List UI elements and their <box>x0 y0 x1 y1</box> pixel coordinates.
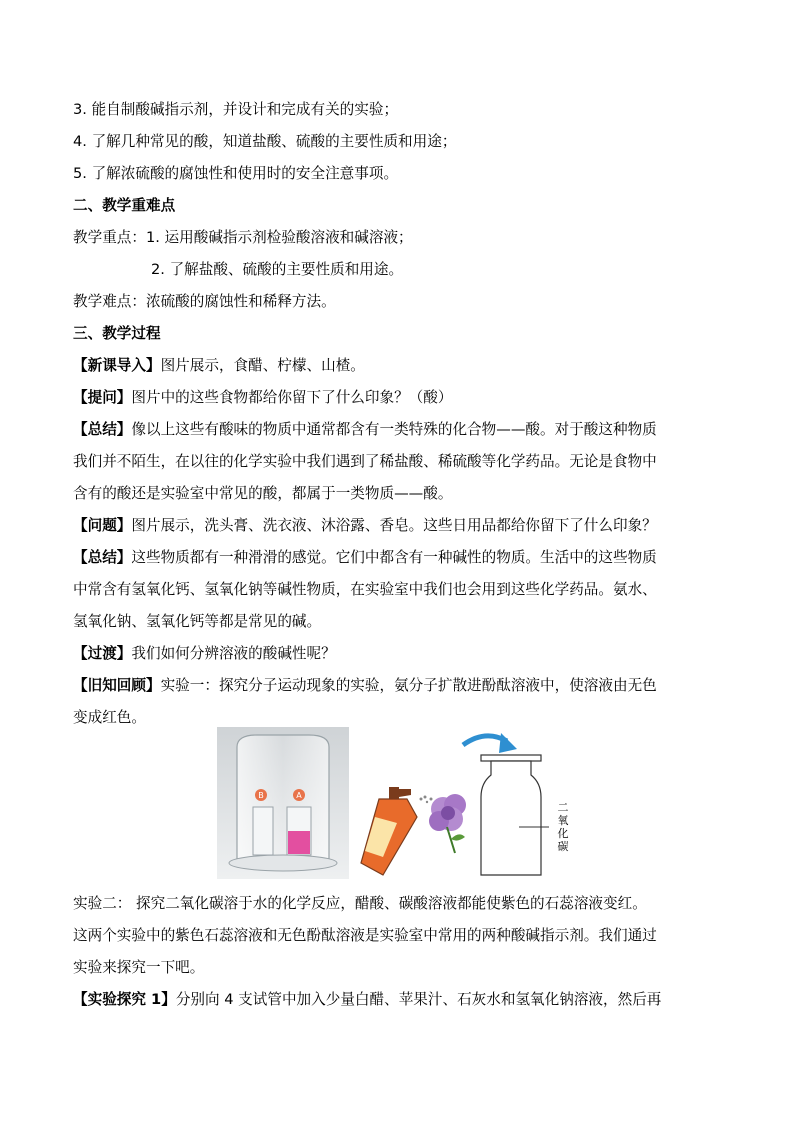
section-heading-key-points: 二、教学重难点 <box>73 197 176 214</box>
text-experiment-2a: 实验二： 探究二氧化碳溶于水的化学反应，醋酸、碳酸溶液都能使紫色的石蕊溶液变红。 <box>73 895 647 912</box>
co2-label-char-4: 碳 <box>557 840 569 853</box>
co2-label-char-2: 氧 <box>557 814 569 827</box>
spray-bottle <box>361 787 417 875</box>
purple-flower <box>429 794 466 853</box>
text-summary-1b: 我们并不陌生，在以往的化学实验中我们遇到了稀盐酸、稀硫酸等化学药品。无论是食物中 <box>73 453 657 470</box>
paragraph-problem <box>73 516 657 536</box>
tag-intro: 【新课导入】 <box>73 357 161 374</box>
text-summary-2a: 这些物质都有一种滑滑的感觉。它们中都含有一种碱性的物质。生活中的这些物质 <box>131 549 657 566</box>
text-review-a: 实验一：探究分子运动现象的实验，氨分子扩散进酚酞溶液中，使溶液由无色 <box>160 677 657 694</box>
text-question: 图片中的这些食物都给你留下了什么印象？（酸） <box>131 389 453 406</box>
bell-jar-illustration <box>217 727 349 879</box>
text-summary-1c: 含有的酸还是实验室中常见的酸，都属于一类物质——酸。 <box>73 485 453 502</box>
paragraph-transition <box>73 644 336 664</box>
co2-illustration <box>359 727 574 879</box>
objective-3: 3. 能自制酸碱指示剂，并设计和完成有关的实验； <box>73 101 399 118</box>
key-point-1: 教学重点：1. 运用酸碱指示剂检验酸溶液和碱溶液； <box>73 229 413 246</box>
text-intro: 图片展示，食醋、柠檬、山楂。 <box>160 357 365 374</box>
text-inquiry-1: 分别向 4 支试管中加入少量白醋、苹果汁、石灰水和氢氧化钠溶液，然后再 <box>175 991 662 1008</box>
text-problem: 图片展示，洗头膏、洗衣液、沐浴露、香皂。这些日用品都给你留下了什么印象？ <box>131 517 657 534</box>
tag-summary-2: 【总结】 <box>73 549 132 566</box>
tag-question: 【提问】 <box>73 389 132 406</box>
objective-4: 4. 了解几种常见的酸，知道盐酸、硫酸的主要性质和用途； <box>73 133 457 150</box>
difficult-point: 教学难点：浓硫酸的腐蚀性和稀释方法。 <box>73 293 336 310</box>
text-summary-2b: 中常含有氢氧化钙、氢氧化钠等碱性物质，在实验室中我们也会用到这些化学药品。氨水、 <box>73 581 657 598</box>
key-point-2: 2. 了解盐酸、硫酸的主要性质和用途。 <box>151 261 404 278</box>
co2-label-char-1: 二 <box>557 801 569 814</box>
paragraph-summary-1 <box>73 420 657 440</box>
paragraph-intro <box>73 356 365 376</box>
tag-inquiry-1: 【实验探究 1】 <box>73 991 176 1008</box>
paragraph-inquiry-1 <box>73 990 661 1010</box>
text-review-b: 变成红色。 <box>73 709 146 726</box>
beaker-b-label: B <box>258 791 264 800</box>
tag-problem: 【问题】 <box>73 517 132 534</box>
bell-jar-experiment-image <box>217 727 349 879</box>
paragraph-question <box>73 388 452 408</box>
text-experiment-2b: 这两个实验中的紫色石蕊溶液和无色酚酞溶液是实验室中常用的两种酸碱指示剂。我们通过 <box>73 927 657 944</box>
tag-transition: 【过渡】 <box>73 645 132 662</box>
tag-summary-1: 【总结】 <box>73 421 132 438</box>
text-transition: 我们如何分辨溶液的酸碱性呢？ <box>131 645 336 662</box>
text-summary-2c: 氢氧化钠、氢氧化钙等都是常见的碱。 <box>73 613 322 630</box>
co2-label-char-3: 化 <box>557 827 569 840</box>
text-experiment-2c: 实验来探究一下吧。 <box>73 959 205 976</box>
objective-5: 5. 了解浓硫酸的腐蚀性和使用时的安全注意事项。 <box>73 165 399 182</box>
text-summary-1a: 像以上这些有酸味的物质中通常都含有一类特殊的化合物——酸。对于酸这种物质 <box>131 421 657 438</box>
paragraph-summary-2 <box>73 548 657 568</box>
co2-flower-experiment-image <box>359 727 574 879</box>
section-heading-process: 三、教学过程 <box>73 325 161 342</box>
tag-review: 【旧知回顾】 <box>73 677 161 694</box>
beaker-a-label: A <box>296 791 302 800</box>
paragraph-review <box>73 676 657 696</box>
